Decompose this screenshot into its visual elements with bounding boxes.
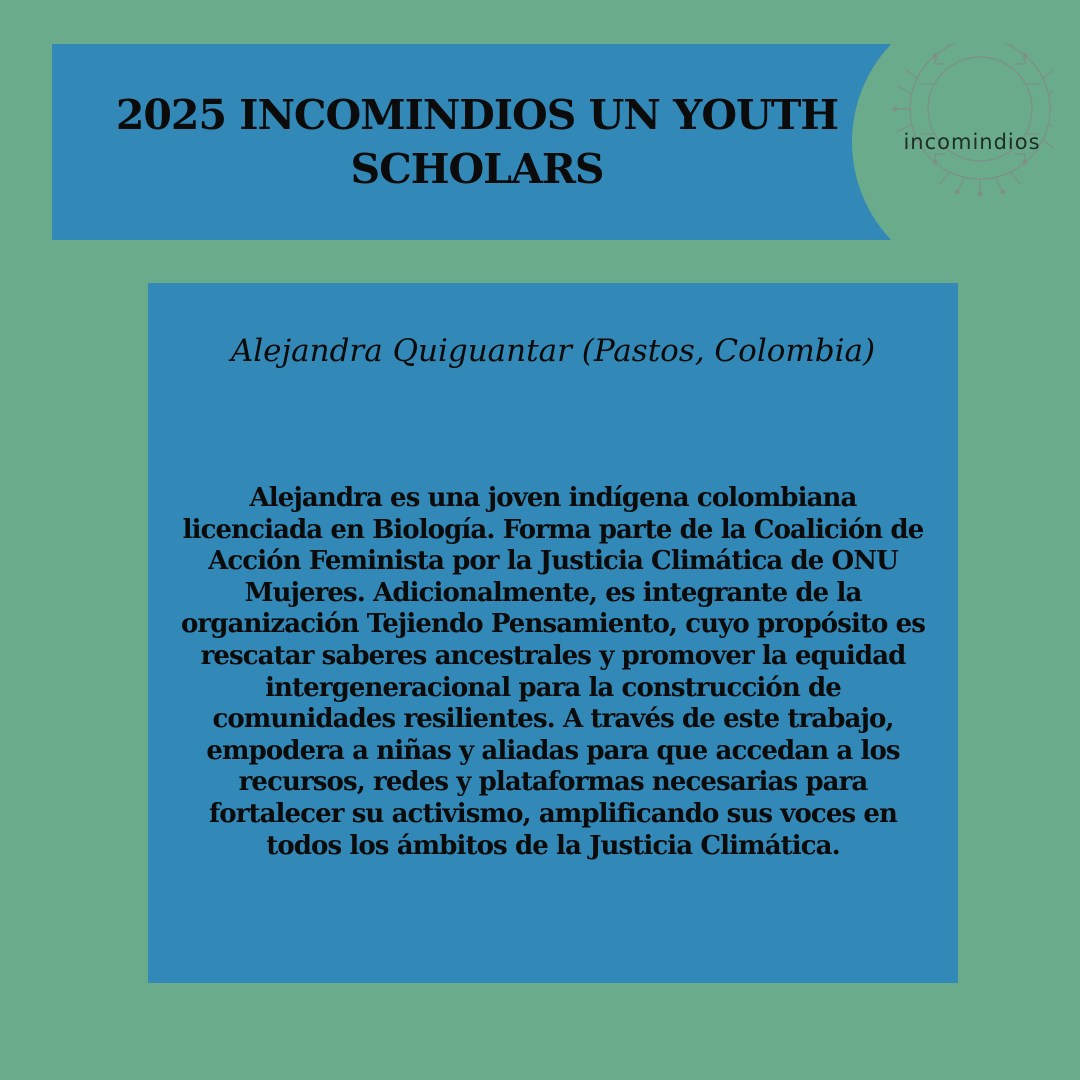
page-title: 2025 INCOMINDIOS UN YOUTH SCHOLARS (115, 91, 839, 193)
scholar-bio: Alejandra es una joven indígena colombiana licenciada en Biología. Forma parte de la Coalición de Acción Feminista por la Justicia Climática de ONU Mujeres. Adicionalmente, es integrante de la organización Tejiendo Pensamiento, cuyo propósito es rescatar saberes ancestrales y promover la equidad intergeneracional para la construcción de comunidades resilientes. A través de este trabajo, empodera a niñas y aliadas para que accedan a los recursos, redes y plataformas necesarias para fortalecer su activismo, amplificando sus voces en todos los ámbitos de la Justicia Climática. (180, 483, 926, 861)
header-banner (52, 44, 1053, 240)
bio-card (148, 283, 958, 983)
logo-text: incomindios (903, 130, 1041, 154)
scholar-name: Alejandra Quiguantar (Pastos, Colombia) (230, 333, 876, 369)
circuit-logo-icon (885, 44, 1053, 204)
